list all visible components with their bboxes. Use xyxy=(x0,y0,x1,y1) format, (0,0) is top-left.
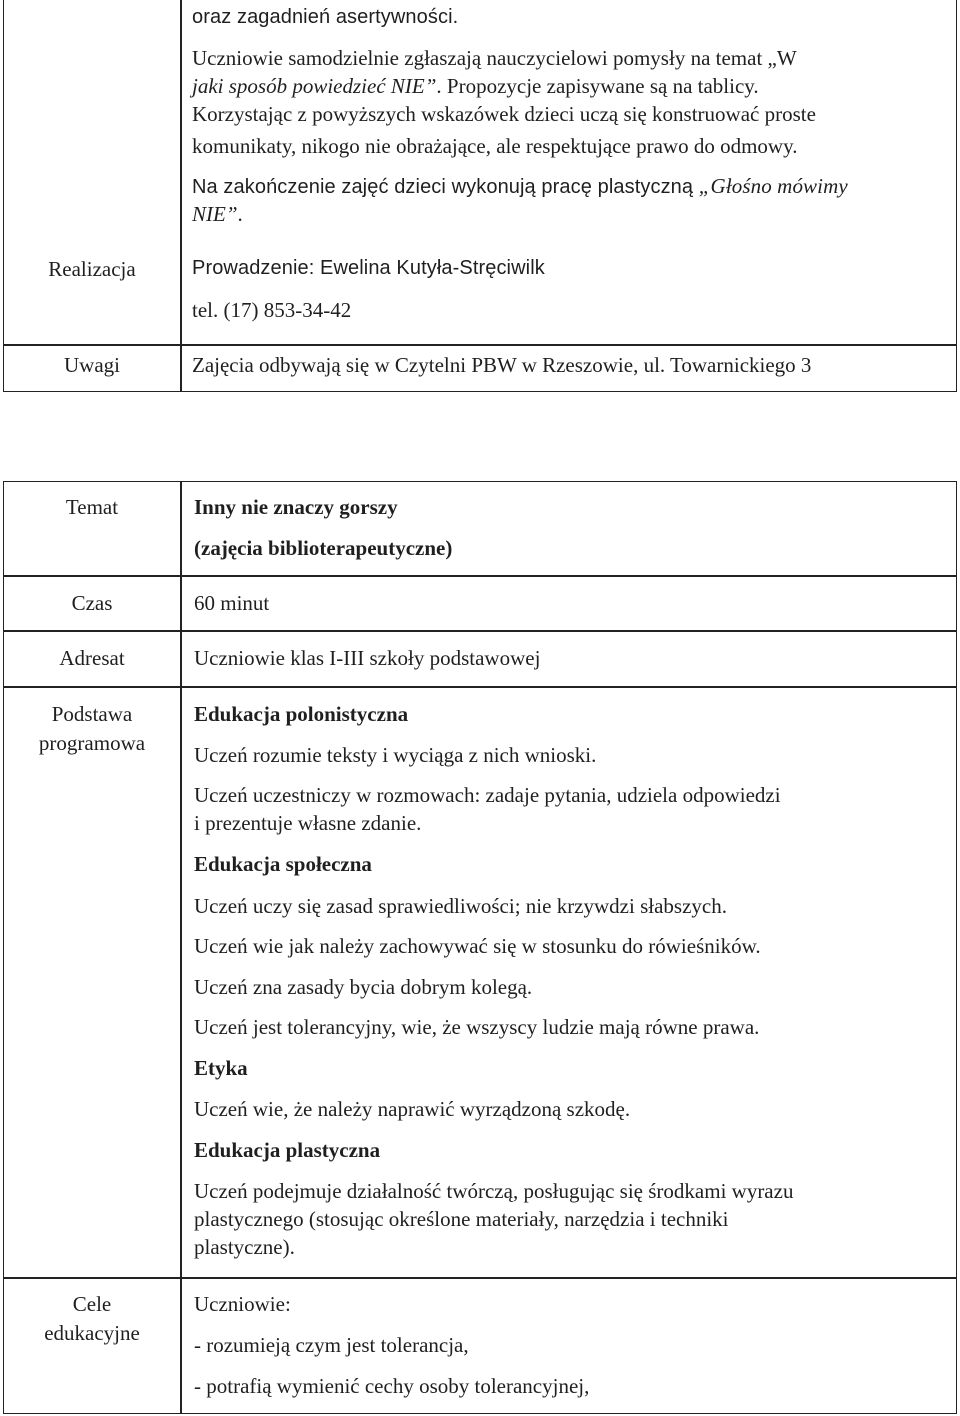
description-italic: NIE” xyxy=(192,202,238,226)
table-1-uwagi-divider xyxy=(180,345,182,391)
podstawa-label-line: Podstawa xyxy=(51,702,133,726)
curriculum-item: plastyczne). xyxy=(194,1235,295,1259)
section-heading: Edukacja polonistyczna xyxy=(194,702,409,726)
realizacja-leader: Prowadzenie: Ewelina Kutyła-Stręciwilk xyxy=(192,257,545,279)
realizacja-phone: tel. (17) 853-34-42 xyxy=(192,298,352,322)
podstawa-label xyxy=(4,700,180,758)
cele-label-line: Cele xyxy=(72,1292,112,1316)
podstawa-label-line: programowa xyxy=(38,731,146,755)
table-2 xyxy=(3,481,957,1414)
description-line: oraz zagadnień asertywności. xyxy=(192,6,459,28)
curriculum-item: Uczeń uczy się zasad sprawiedliwości; nie krzywdzi słabszych. xyxy=(194,894,727,918)
description-line: Uczniowie samodzielnie zgłaszają nauczycielowi pomysły na temat „W xyxy=(192,46,797,70)
row-separator xyxy=(4,630,956,632)
curriculum-item: plastycznego (stosując określone materiały, narzędzia i techniki xyxy=(194,1207,729,1231)
cele-item: - potrafią wymienić cechy osoby tolerancyjnej, xyxy=(194,1374,590,1398)
czas-label: Czas xyxy=(71,591,113,615)
realizacja-label: Realizacja xyxy=(48,257,136,281)
description-text: . Propozycje zapisywane są na tablicy. xyxy=(436,74,759,98)
curriculum-item: Uczeń zna zasady bycia dobrym kolegą. xyxy=(194,975,533,999)
description-line xyxy=(192,202,243,227)
table-1-row-separator xyxy=(4,344,956,346)
row-separator xyxy=(4,1277,956,1279)
czas-value: 60 minut xyxy=(194,591,270,615)
description-line xyxy=(192,174,848,199)
description-text: . xyxy=(237,202,243,226)
row-separator xyxy=(4,686,956,688)
curriculum-item: Uczeń uczestniczy w rozmowach: zadaje pytania, udziela odpowiedzi xyxy=(194,783,781,807)
description-line xyxy=(192,74,759,99)
cele-item: - rozumieją czym jest tolerancja, xyxy=(194,1333,469,1357)
curriculum-item: i prezentuje własne zdanie. xyxy=(194,811,422,835)
curriculum-item: Uczeń rozumie teksty i wyciąga z nich wnioski. xyxy=(194,743,597,767)
section-heading: Edukacja społeczna xyxy=(194,852,372,876)
description-italic: jaki sposób powiedzieć NIE” xyxy=(192,74,437,98)
curriculum-item: Uczeń podejmuje działalność twórczą, posługując się środkami wyrazu xyxy=(194,1179,794,1203)
cele-label xyxy=(4,1290,180,1348)
cele-intro: Uczniowie: xyxy=(194,1292,291,1316)
uwagi-label: Uwagi xyxy=(64,353,120,377)
description-line: komunikaty, nikogo nie obrażające, ale respektujące prawo do odmowy. xyxy=(192,134,798,158)
uwagi-text: Zajęcia odbywają się w Czytelni PBW w Rzeszowie, ul. Towarnickiego 3 xyxy=(192,353,812,377)
table-1-divider xyxy=(180,0,182,345)
section-heading: Edukacja plastyczna xyxy=(194,1138,381,1162)
curriculum-item: Uczeń wie, że należy naprawić wyrządzoną szkodę. xyxy=(194,1097,631,1121)
section-heading: Etyka xyxy=(194,1056,248,1080)
adresat-value: Uczniowie klas I-III szkoły podstawowej xyxy=(194,646,541,670)
description-italic: „Głośno mówimy xyxy=(698,174,848,198)
temat-title: Inny nie znaczy gorszy xyxy=(194,495,398,519)
cele-label-line: edukacyjne xyxy=(44,1321,140,1345)
table-2-divider xyxy=(180,482,182,1413)
curriculum-item: Uczeń jest tolerancyjny, wie, że wszyscy ludzie mają równe prawa. xyxy=(194,1015,760,1039)
temat-subtitle: (zajęcia biblioterapeutyczne) xyxy=(194,536,453,560)
curriculum-item: Uczeń wie jak należy zachowywać się w stosunku do rówieśników. xyxy=(194,934,761,958)
description-line: Korzystając z powyższych wskazówek dzieci uczą się konstruować proste xyxy=(192,102,816,126)
table-1 xyxy=(3,0,957,392)
adresat-label: Adresat xyxy=(59,646,125,670)
description-text: Na zakończenie zajęć dzieci wykonują pracę plastyczną xyxy=(192,176,699,198)
row-separator xyxy=(4,575,956,577)
temat-label: Temat xyxy=(65,495,119,519)
